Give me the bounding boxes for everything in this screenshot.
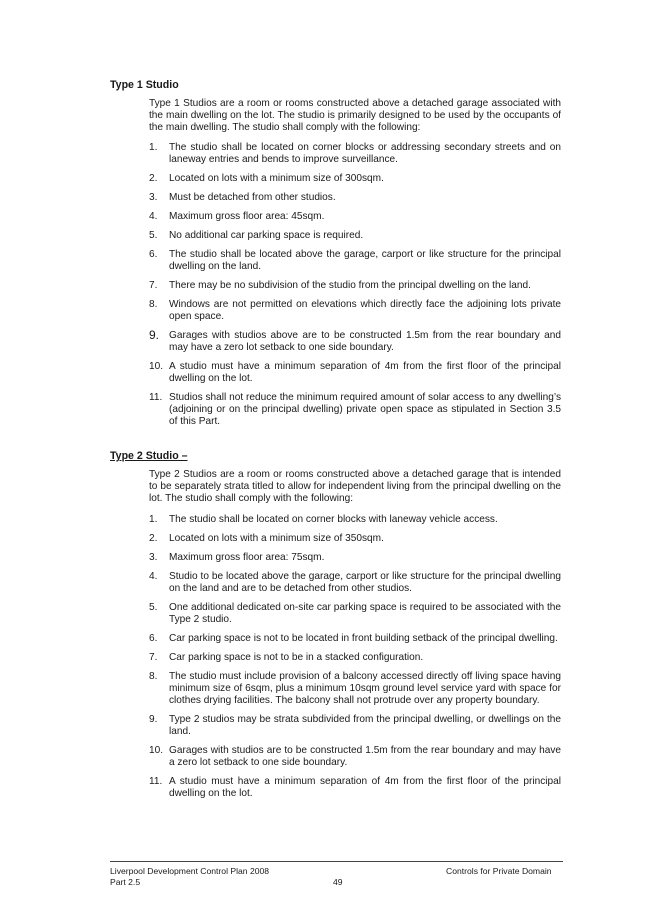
item-number: 3. [149,552,158,563]
item-number: 3. [149,192,158,203]
item-text: Windows are not permitted on elevations which directly face the adjoining lots private open space. [169,299,561,322]
item-number: 2. [149,173,158,184]
list-item [149,602,561,626]
list-item [149,192,561,204]
list-item [149,392,561,428]
list-item [149,633,561,645]
item-number: 10. [149,361,164,372]
type1-intro: Type 1 Studios are a room or rooms constructed above a detached garage associated with the main dwelling on the lot. The studio is primarily designed to be used by the occupants of the main dwelling. The studio shall comply with the following: [149,98,561,133]
item-number: 10. [149,745,164,756]
item-text: A studio must have a minimum separation of 4m from the first floor of the principal dwelling on the lot. [169,776,561,799]
type1-heading: Type 1 Studio [110,79,179,91]
list-item [149,533,561,545]
item-number: 2. [149,533,158,544]
list-item [149,671,561,707]
footer-part: Part 2.5 [110,877,141,887]
list-item [149,514,561,526]
item-text: Must be detached from other studios. [169,192,336,203]
item-number: 9. [149,328,160,342]
type2-heading: Type 2 Studio – [110,450,188,462]
item-text: Car parking space is not to be located in front building setback of the principal dwelling. [169,633,558,644]
list-item [149,230,561,242]
item-number: 11. [149,776,163,787]
item-text: The studio shall be located on corner blocks with laneway vehicle access. [169,514,498,525]
item-number: 6. [149,633,158,644]
item-text: Studio to be located above the garage, carport or like structure for the principal dwelling on the land and are to be detached from other studios. [169,571,561,594]
item-text: There may be no subdivision of the studio from the principal dwelling on the land. [169,280,531,291]
item-number: 11. [149,392,163,403]
list-item [149,361,561,385]
item-number: 7. [149,652,158,663]
item-text: Studios shall not reduce the minimum required amount of solar access to any dwelling’s (adjoining or on the principal dwelling) private open space as stipulated in Section 3.5 of this Part. [169,392,561,427]
item-text: No additional car parking space is required. [169,230,364,241]
item-text: The studio shall be located above the garage, carport or like structure for the principal dwelling on the land. [169,249,561,272]
item-text: Maximum gross floor area: 75sqm. [169,552,325,563]
item-text: One additional dedicated on-site car parking space is required to be associated with the Type 2 studio. [169,602,561,625]
item-number: 7. [149,280,158,291]
footer-section-title: Controls for Private Domain [446,866,552,876]
list-item [149,330,561,354]
item-text: Garages with studios above are to be constructed 1.5m from the rear boundary and may have a zero lot setback to one side boundary. [169,330,561,353]
item-number: 5. [149,602,158,613]
item-text: Located on lots with a minimum size of 350sqm. [169,533,384,544]
item-number: 4. [149,571,158,582]
item-number: 1. [149,514,158,525]
item-text: Type 2 studios may be strata subdivided from the principal dwelling, or dwellings on the land. [169,714,561,737]
list-item [149,652,561,664]
item-text: Garages with studios are to be constructed 1.5m from the rear boundary and may have a zero lot setback to one side boundary. [169,745,561,768]
type1-list [149,142,561,435]
item-text: The studio must include provision of a balcony accessed directly off living space having minimum size of 6sqm, plus a minimum 10sqm ground level service yard with space for clothes drying facilities. The balcony shall not protrude over any property boundary. [169,671,561,706]
footer-plan-title: Liverpool Development Control Plan 2008 [110,866,270,876]
item-text: Car parking space is not to be in a stacked configuration. [169,652,424,663]
list-item [149,173,561,185]
type2-list [149,514,561,807]
list-item [149,299,561,323]
item-text: A studio must have a minimum separation of 4m from the first floor of the principal dwelling on the lot. [169,361,561,384]
item-number: 6. [149,249,158,260]
list-item [149,142,561,166]
list-item [149,714,561,738]
list-item [149,552,561,564]
item-number: 4. [149,211,158,222]
item-text: The studio shall be located on corner blocks or addressing secondary streets and on laneway entries and bends to improve surveillance. [169,142,561,165]
item-number: 5. [149,230,158,241]
footer-rule [110,861,563,862]
item-number: 1. [149,142,158,153]
item-number: 8. [149,671,158,682]
list-item [149,776,561,800]
list-item [149,745,561,769]
item-number: 9. [149,714,158,725]
item-text: Maximum gross floor area: 45sqm. [169,211,325,222]
list-item [149,249,561,273]
type2-intro: Type 2 Studios are a room or rooms constructed above a detached garage that is intended to be separately strata titled to allow for independent living from the principal dwelling on the lot. The studio shall comply with the following: [149,469,561,504]
item-text: Located on lots with a minimum size of 300sqm. [169,173,384,184]
list-item [149,211,561,223]
list-item [149,571,561,595]
page-number: 49 [333,877,343,887]
list-item [149,280,561,292]
item-number: 8. [149,299,158,310]
